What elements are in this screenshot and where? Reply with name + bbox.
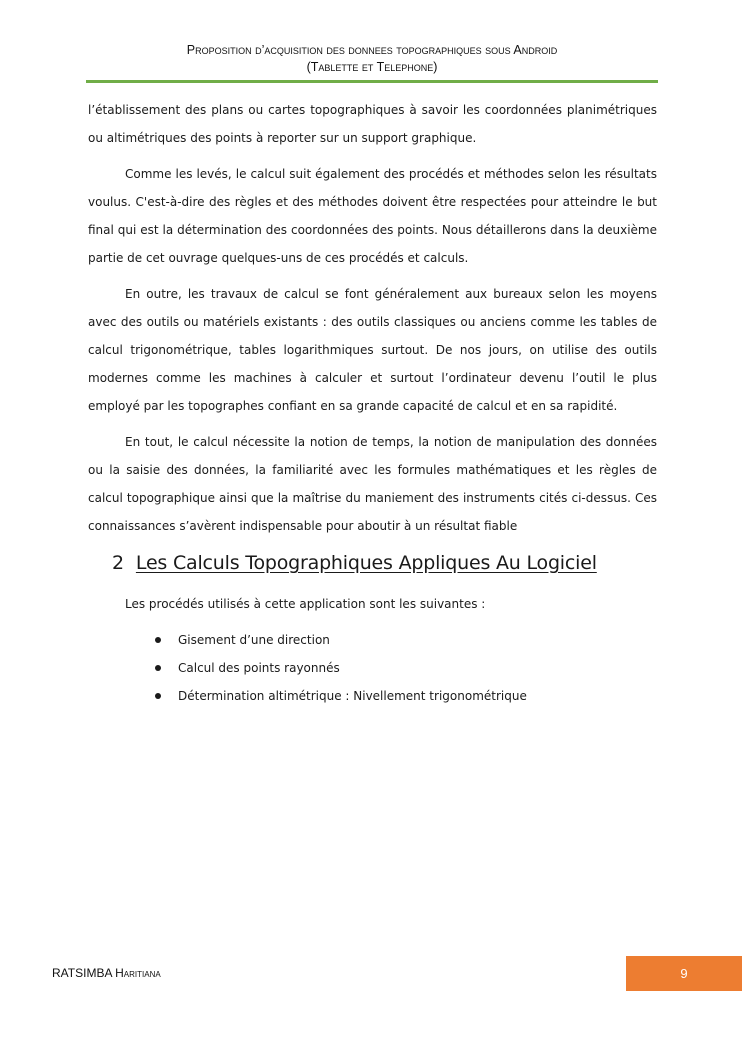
header-divider [86, 80, 658, 83]
bullet-icon [155, 693, 161, 699]
section-number: 2 [112, 552, 124, 574]
page-number: 9 [680, 966, 688, 981]
header-title-line1: Proposition d’acquisition des donnees topographiques sous Android [186, 43, 558, 57]
paragraph: Comme les levés, le calcul suit également des procédés et méthodes selon les résultats voulus. C'est-à-dire des règles et des méthodes doivent être respectées pour atteindre le but final qui est la détermination des coordonnées des points. Nous détaillerons dans la deuxième partie de cet ouvrage quelques-uns de ces procédés et calculs. [88, 167, 657, 265]
paragraph: En outre, les travaux de calcul se font généralement aux bureaux selon les moyens avec des outils ou matériels existants : des outils classiques ou anciens comme les tables de calcul trigonométrique, tables logarithmiques surtout. De nos jours, on utilise des outils modernes comme les machines à calculer et surtout l’ordinateur devenu l’outil le plus employé par les topographes confiant en sa grande capacité de calcul et en sa rapidité. [88, 287, 657, 413]
running-header [86, 42, 658, 76]
bullet-list [155, 626, 527, 710]
list-item-text: Gisement d’une direction [178, 633, 330, 647]
section-title: Les Calculs Topographiques Appliques Au Logiciel [135, 552, 597, 574]
body-text [88, 96, 657, 548]
header-title-line2: (Tablette et Telephone) [306, 60, 438, 74]
list-item [155, 654, 527, 682]
bullet-icon [155, 637, 161, 643]
section-intro: Les procédés utilisés à cette application sont les suivantes : [125, 597, 486, 611]
list-item [155, 682, 527, 710]
list-item [155, 626, 527, 654]
section-heading [112, 552, 597, 574]
list-item-text: Détermination altimétrique : Nivellement trigonométrique [178, 689, 527, 703]
footer-author: RATSIMBA Haritiana [52, 966, 161, 980]
bullet-icon [155, 665, 161, 671]
paragraph-continuation: l’établissement des plans ou cartes topographiques à savoir les coordonnées planimétriques ou altimétriques des points à reporter sur un support graphique. [88, 103, 657, 145]
page-number-box [626, 956, 742, 991]
list-item-text: Calcul des points rayonnés [178, 661, 340, 675]
paragraph: En tout, le calcul nécessite la notion de temps, la notion de manipulation des données ou la saisie des données, la familiarité avec les formules mathématiques et les règles de calcul topographique ainsi que la maîtrise du maniement des instruments cités ci-dessus. Ces connaissances s’avèrent indispensable pour aboutir à un résultat fiable [88, 435, 657, 533]
